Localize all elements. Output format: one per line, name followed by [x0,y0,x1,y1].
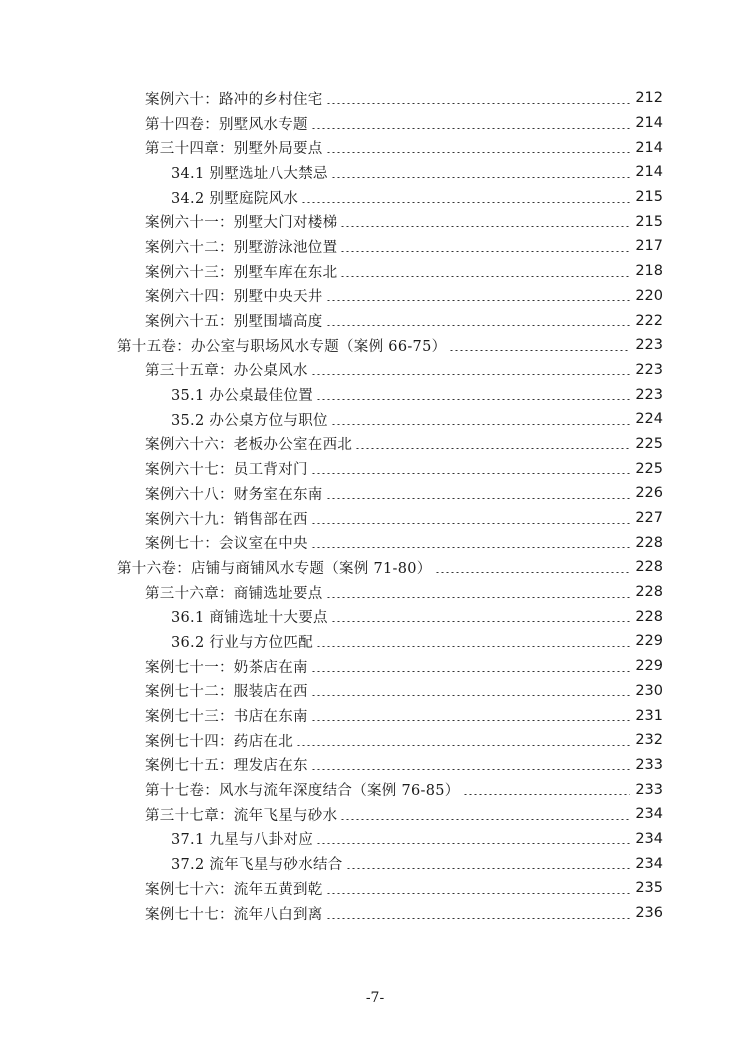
toc-entry-page: 230 [635,682,663,699]
toc-entry-page: 236 [635,905,663,922]
dot-leader [316,399,630,400]
toc-entry-page: 212 [635,90,663,107]
toc-entry-page: 215 [635,189,663,206]
toc-entry-page: 217 [635,238,663,255]
toc-entry-title: 案例六十六：老板办公室在西北 [145,437,353,454]
dot-leader [340,251,630,252]
toc-entry [0,629,750,654]
toc-entry-title: 案例六十二：别墅游泳池位置 [145,239,338,256]
toc-entry [0,135,750,160]
dot-leader [331,177,630,178]
toc-entry-title: 案例七十四：药店在北 [145,733,293,750]
toc-entry-title: 案例七十三：书店在东南 [145,709,308,726]
toc-entry-title: 案例六十五：别墅围墙高度 [145,314,323,331]
dot-leader [449,350,630,351]
toc-entry-title: 案例七十五：理发店在东 [145,758,308,775]
dot-leader [331,621,630,622]
dot-leader [326,918,630,919]
dot-leader [326,597,630,598]
toc-entry-title: 案例六十八：财务室在东南 [145,486,323,503]
table-of-contents [0,86,750,925]
toc-entry-page: 223 [635,337,663,354]
toc-entry-page: 232 [635,732,663,749]
dot-leader [311,128,630,129]
toc-entry-page: 233 [635,781,663,798]
toc-entry-title: 第十五卷：办公室与职场风水专题（案例 66-75） [117,338,447,355]
dot-leader [326,893,630,894]
toc-entry-title: 案例七十一：奶茶店在南 [145,659,308,676]
dot-leader [311,671,630,672]
toc-entry-title: 第三十六章：商铺选址要点 [145,585,323,602]
toc-entry [0,728,750,753]
toc-entry [0,679,750,704]
toc-entry-title: 36.2 行业与方位匹配 [171,634,313,651]
toc-entry-page: 228 [635,608,663,625]
toc-entry-page: 231 [635,707,663,724]
toc-entry [0,827,750,852]
toc-entry [0,185,750,210]
dot-leader [311,695,630,696]
toc-entry-title: 案例六十一：别墅大门对楼梯 [145,215,338,232]
dot-leader [463,794,630,795]
toc-entry-page: 233 [635,756,663,773]
dot-leader [311,547,630,548]
dot-leader [311,720,630,721]
toc-entry-title: 34.2 别墅庭院风水 [171,190,299,207]
toc-entry-title: 案例六十四：别墅中央天井 [145,289,323,306]
toc-entry [0,703,750,728]
dot-leader [316,646,630,647]
dot-leader [311,374,630,375]
dot-leader [296,745,630,746]
toc-entry-title: 第三十五章：办公桌风水 [145,363,308,380]
toc-entry-page: 228 [635,559,663,576]
toc-entry [0,481,750,506]
dot-leader [435,572,630,573]
dot-leader [326,103,630,104]
toc-entry-page: 228 [635,584,663,601]
toc-entry-title: 34.1 别墅选址八大禁忌 [171,165,328,182]
dot-leader [346,868,630,869]
toc-entry-page: 224 [635,411,663,428]
toc-entry-page: 214 [635,115,663,132]
toc-entry [0,111,750,136]
toc-entry-page: 223 [635,361,663,378]
toc-entry-page: 227 [635,510,663,527]
dot-leader [326,325,630,326]
toc-entry [0,901,750,926]
toc-entry [0,456,750,481]
toc-entry [0,777,750,802]
toc-entry-title: 37.1 九星与八卦对应 [171,832,313,849]
dot-leader [340,819,630,820]
toc-entry [0,802,750,827]
toc-entry-page: 220 [635,287,663,304]
toc-entry-page: 214 [635,139,663,156]
toc-entry-title: 案例六十七：员工背对门 [145,462,308,479]
toc-entry [0,259,750,284]
dot-leader [326,498,630,499]
toc-entry [0,308,750,333]
toc-entry-page: 225 [635,435,663,452]
toc-entry-title: 35.1 办公桌最佳位置 [171,388,313,405]
toc-entry [0,530,750,555]
toc-entry-title: 案例七十六：流年五黄到乾 [145,881,323,898]
toc-entry [0,358,750,383]
toc-entry-page: 222 [635,312,663,329]
dot-leader [301,202,630,203]
toc-entry-page: 229 [635,658,663,675]
toc-entry-title: 案例六十九：销售部在西 [145,511,308,528]
toc-entry-title: 第三十四章：别墅外局要点 [145,141,323,158]
toc-entry-title: 37.2 流年飞星与砂水结合 [171,857,343,874]
toc-entry-title: 案例六十：路冲的乡村住宅 [145,91,323,108]
toc-entry-page: 218 [635,263,663,280]
toc-entry-title: 第三十七章：流年飞星与砂水 [145,807,338,824]
page-number: -7- [365,990,385,1006]
dot-leader [311,523,630,524]
toc-entry-title: 第十六卷：店铺与商铺风水专题（案例 71-80） [117,560,432,577]
toc-entry [0,876,750,901]
dot-leader [331,424,630,425]
toc-entry [0,654,750,679]
toc-entry-page: 223 [635,386,663,403]
toc-entry-page: 234 [635,830,663,847]
toc-entry [0,86,750,111]
toc-entry-title: 第十四卷：别墅风水专题 [145,116,308,133]
toc-entry-page: 228 [635,534,663,551]
toc-entry [0,432,750,457]
dot-leader [340,276,630,277]
toc-entry-page: 226 [635,485,663,502]
toc-entry-page: 229 [635,633,663,650]
toc-entry-title: 案例七十七：流年八白到离 [145,906,323,923]
dot-leader [340,226,630,227]
toc-entry-page: 214 [635,164,663,181]
toc-entry-page: 234 [635,855,663,872]
toc-entry [0,580,750,605]
toc-entry-title: 35.2 办公桌方位与职位 [171,412,328,429]
toc-entry-title: 36.1 商铺选址十大要点 [171,610,328,627]
toc-entry [0,284,750,309]
dot-leader [316,843,630,844]
toc-entry [0,753,750,778]
toc-entry [0,851,750,876]
dot-leader [355,448,630,449]
dot-leader [326,300,630,301]
toc-entry-page: 215 [635,213,663,230]
toc-entry [0,160,750,185]
toc-entry [0,506,750,531]
toc-entry [0,604,750,629]
toc-entry-page: 225 [635,460,663,477]
toc-entry-title: 第十七卷：风水与流年深度结合（案例 76-85） [145,783,460,800]
toc-entry-title: 案例七十：会议室在中央 [145,536,308,553]
dot-leader [311,473,630,474]
toc-entry-title: 案例六十三：别墅车库在东北 [145,264,338,281]
toc-entry-page: 235 [635,880,663,897]
toc-entry [0,234,750,259]
dot-leader [311,769,630,770]
toc-entry [0,209,750,234]
toc-entry [0,407,750,432]
toc-entry [0,333,750,358]
toc-entry [0,382,750,407]
toc-entry [0,555,750,580]
dot-leader [326,152,630,153]
toc-entry-title: 案例七十二：服装店在西 [145,684,308,701]
toc-entry-page: 234 [635,806,663,823]
